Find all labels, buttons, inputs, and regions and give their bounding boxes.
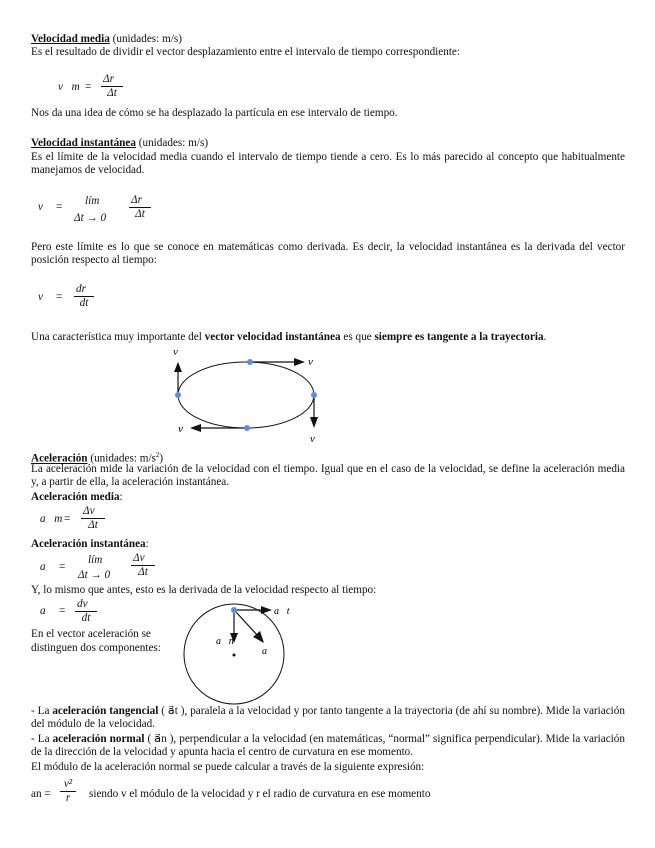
velocidad-derivada-text: Pero este límite es lo que se conoce en matemáticas como derivada. Es decir, la velocidad instantánea es la derivada del vector posición respecto al tiempo: [31, 241, 625, 266]
trajectory-point-top [247, 359, 253, 365]
aceleracion-normal-text [31, 733, 625, 759]
velocidad-instantanea-units: (unidades: m/s) [135, 137, 209, 149]
aceleracion-definition: La aceleración mide la variación de la velocidad con el tiempo. Igual que en el caso de la velocidad, se define la aceleración media y, a partir de ella, la aceleración instantánea. [31, 463, 625, 488]
aceleracion-instantanea-formula-equals: = [59, 561, 66, 573]
aceleracion-units: (unidades: m/s [87, 452, 156, 465]
trajectory-ellipse-figure [160, 340, 340, 448]
tangente-text-c: es que [340, 331, 375, 343]
aceleracion-media-numerator: Δv⃗ [83, 505, 104, 517]
velocidad-media-formula-lhs: v⃗m [58, 81, 80, 93]
aceleracion-instantanea-limit: lím [88, 554, 103, 566]
componentes-text-2: distinguen dos componentes: [31, 642, 161, 654]
aceleracion-media-formula-lhs: a⃗m [40, 513, 63, 525]
velocidad-instantanea-definition: Es el límite de la velocidad media cuando el intervalo de tiempo tiende a cero. Es lo más parecido al concepto que habitualmente manejamos de velocidad. [31, 151, 625, 176]
tangente-text-a: Una característica muy importante del [31, 331, 205, 343]
velocity-label-down: v⃗ [310, 433, 324, 445]
aceleracion-instantanea-limit-subscript: Δt → 0 [78, 569, 111, 581]
aceleracion-derivada-numerator: dv⃗ [77, 598, 97, 610]
tangente-text-e: . [543, 331, 547, 343]
velocidad-media-definition: Es el resultado de dividir el vector desplazamiento entre el intervalo de tiempo correspondiente: [31, 46, 461, 58]
aceleracion-media-formula-equals: = [64, 513, 71, 525]
curvature-center [233, 654, 236, 657]
aceleracion-units-exponent: 2 [155, 451, 160, 459]
an-formula-denominator: r [65, 792, 71, 804]
velocity-label-left: v⃗ [178, 423, 192, 435]
velocity-label-right: v⃗ [308, 356, 322, 368]
trajectory-point-bottom [244, 425, 250, 431]
aceleracion-units-close: ) [159, 452, 164, 465]
aceleracion-instantanea-colon: : [145, 538, 149, 550]
velocidad-instantanea-numerator: Δr⃗ [131, 194, 151, 206]
an-formula-fraction [60, 778, 76, 805]
acceleration-circle-figure [180, 598, 300, 706]
velocidad-instantanea-formula-equals: = [56, 201, 63, 213]
velocidad-instantanea-limit: lím [85, 195, 100, 207]
aceleracion-media-label [31, 491, 625, 504]
velocidad-media-fraction [101, 73, 123, 100]
velocidad-derivada-denominator: dt [79, 297, 89, 309]
aceleracion-tangencial-text [31, 705, 625, 731]
aceleracion-media-fraction [81, 505, 105, 532]
aceleracion-derivada-fraction [75, 598, 97, 625]
aceleracion-instantanea-label-text: Aceleración instantánea [31, 538, 146, 550]
componentes-text-1: En el vector aceleración se [31, 628, 151, 640]
velocidad-media-title: Velocidad media [31, 33, 110, 45]
at-arrow-head [261, 606, 272, 614]
normal-text-a: - La [31, 733, 53, 745]
aceleracion-media-colon: : [119, 491, 123, 503]
velocidad-instantanea-title: Velocidad instantánea [31, 137, 136, 149]
aceleracion-instantanea-fraction [131, 552, 155, 579]
tangente-text-bold-2: siempre es tangente a la trayectoria [374, 331, 544, 343]
an-formula-explanation: siendo v el módulo de la velocidad y r el radio de curvatura en ese momento [89, 788, 431, 800]
trajectory-point-left [175, 392, 181, 398]
aceleracion-instantanea-numerator: Δv⃗ [133, 552, 154, 564]
velocity-arrow-left-head [190, 424, 201, 432]
velocidad-derivada-formula-equals: = [56, 291, 63, 303]
velocidad-media-heading [31, 33, 625, 46]
velocity-arrow-up-head [174, 362, 182, 372]
tangencial-text-bold: aceleración tangencial [52, 705, 159, 717]
tangencial-text-a: - La [31, 705, 53, 717]
tangencial-text-c: ( a⃗t ), paralela a la velocidad y por tanto tangente a la trayectoria (de ahí su nombre). Mide la variación del módulo de la velocidad. [31, 705, 625, 730]
a-label: a⃗ [262, 646, 275, 657]
velocidad-media-numerator: Δr⃗ [103, 73, 123, 85]
velocidad-derivada-fraction [74, 283, 94, 310]
at-label: a⃗t [274, 606, 290, 617]
velocity-arrow-down-head [310, 417, 318, 428]
velocidad-derivada-formula-lhs: v⃗ [38, 291, 52, 303]
normal-text-c: ( a⃗n ), perpendicular a la velocidad (en matemáticas, “normal” significa perpendicular). Mide la variación de la dirección de la velocidad y apunta hacia el centro de curvatura en ese momento. [31, 733, 625, 758]
velocidad-instantanea-limit-subscript: Δt → 0 [74, 212, 107, 224]
aceleracion-derivada-formula-lhs: a⃗ [40, 605, 55, 617]
aceleracion-derivada-denominator: dt [81, 612, 91, 624]
aceleracion-media-denominator: Δt [88, 519, 98, 531]
aceleracion-media-label-text: Aceleración media [31, 491, 120, 503]
velocity-arrow-right-head [294, 358, 305, 366]
tangente-text-bold-1: vector velocidad instantánea [204, 331, 341, 343]
an-formula-numerator: v² [60, 778, 76, 792]
aceleracion-title: Aceleración [31, 452, 88, 465]
aceleracion-instantanea-label [31, 538, 625, 551]
velocidad-media-units: (unidades: m/s) [109, 33, 182, 45]
velocidad-instantanea-formula-lhs: v⃗ [38, 201, 52, 213]
trajectory-point-right [311, 392, 317, 398]
velocidad-derivada-numerator: dr⃗ [76, 283, 95, 295]
aceleracion-instantanea-formula-lhs: a⃗ [40, 561, 55, 573]
an-formula-lhs: an = [31, 788, 51, 800]
aceleracion-derivada-text: Y, lo mismo que antes, esto es la derivada de la velocidad respecto al tiempo: [31, 584, 377, 596]
velocidad-media-denominator: Δt [107, 87, 117, 99]
normal-text-bold: aceleración normal [52, 733, 145, 745]
velocidad-media-formula-equals: = [85, 81, 92, 93]
velocidad-instantanea-denominator: Δt [135, 208, 145, 220]
velocity-label-up: v⃗ [173, 346, 187, 358]
trajectory-ellipse [178, 362, 314, 428]
aceleracion-instantanea-denominator: Δt [138, 566, 148, 578]
aceleracion-derivada-formula-equals: = [59, 605, 66, 617]
an-label: a⃗n [216, 636, 234, 647]
velocidad-instantanea-heading [31, 137, 625, 150]
velocidad-media-note: Nos da una idea de cómo se ha desplazado la partícula en ese intervalo de tiempo. [31, 107, 398, 119]
velocidad-instantanea-fraction [129, 194, 151, 221]
a-arrow-shaft [236, 612, 258, 636]
modulo-normal-text: El módulo de la aceleración normal se puede calcular a través de la siguiente expresión: [31, 761, 425, 773]
